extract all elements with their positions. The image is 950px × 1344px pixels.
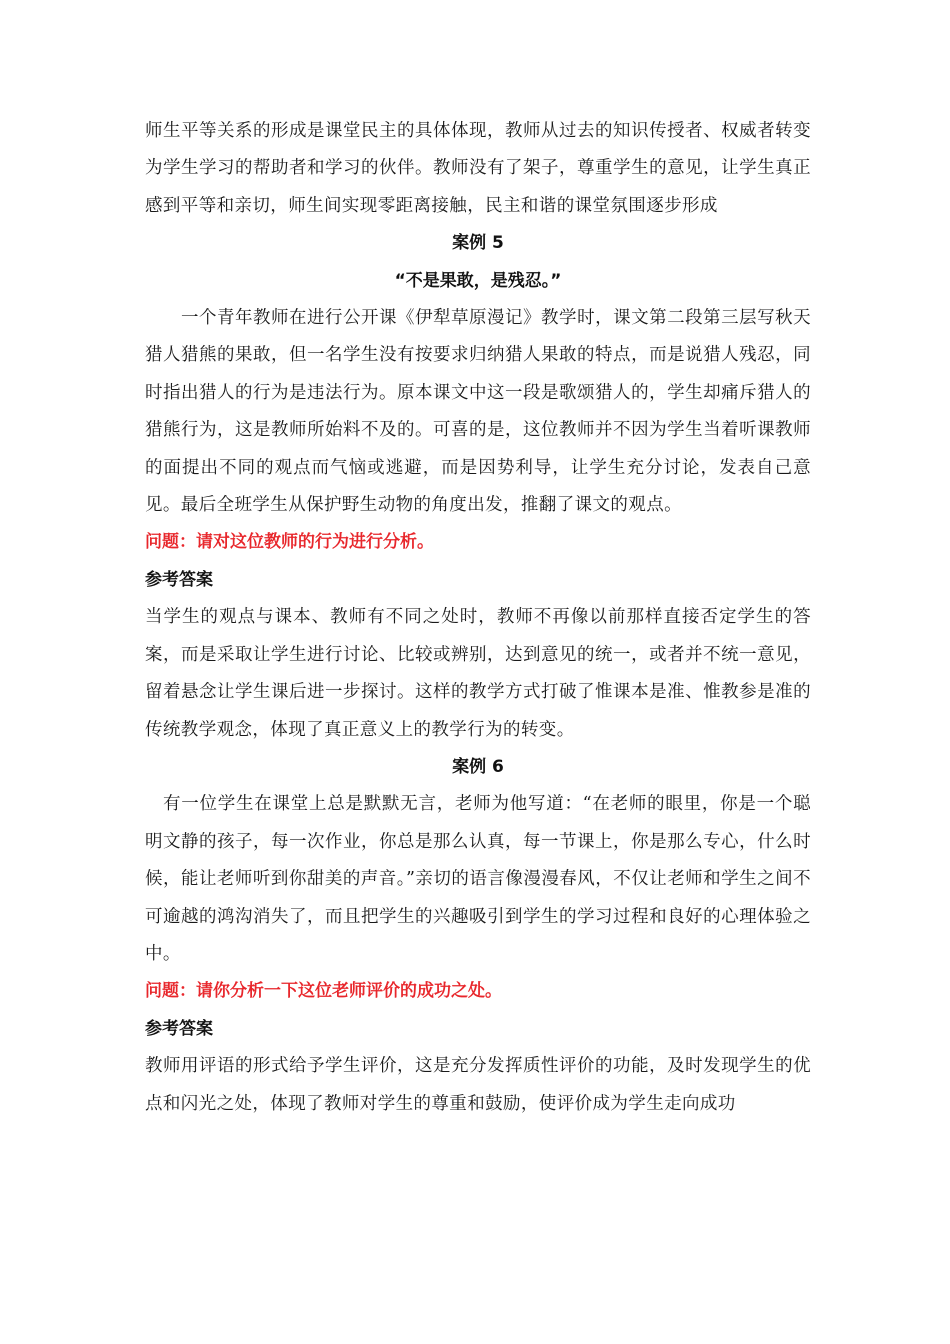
page-content <box>145 113 811 1123</box>
case6-heading: 案例 6 <box>452 756 504 777</box>
case5-subtitle: “不是果敢，是残忍。” <box>394 270 562 291</box>
case5-answer-label: 参考答案 <box>145 569 213 590</box>
case6-answer: 教师用评语的形式给予学生评价，这是充分发挥质性评价的功能，及时发现学生的优点和闪光之处，体现了教师对学生的尊重和鼓励，使评价成为学生走向成功 <box>145 1056 811 1114</box>
case5-heading: 案例 5 <box>452 233 504 254</box>
case6-answer-label: 参考答案 <box>145 1018 213 1039</box>
intro-paragraph: 师生平等关系的形成是课堂民主的具体体现，教师从过去的知识传授者、权威者转变为学生学习的帮助者和学习的伙伴。教师没有了架子，尊重学生的意见，让学生真正感到平等和亲切，师生间实现零距离接触，民主和谐的课堂氛围逐步形成 <box>145 121 811 216</box>
case5-answer: 当学生的观点与课本、教师有不同之处时，教师不再像以前那样直接否定学生的答案，而是采取让学生进行讨论、比较或辨别，达到意见的统一，或者并不统一意见，留着悬念让学生课后进一步探讨。这样的教学方式打破了惟课本是准、惟教参是准的传统教学观念，体现了真正意义上的教学行为的转变。 <box>145 607 811 740</box>
case5-question: 问题：请对这位教师的行为进行分析。 <box>145 532 434 553</box>
case6-question: 问题：请你分析一下这位老师评价的成功之处。 <box>145 981 502 1002</box>
case5-body: 一个青年教师在进行公开课《伊犁草原漫记》教学时，课文第二段第三层写秋天猎人猎熊的果敢，但一名学生没有按要求归纳猎人果敢的特点，而是说猎人残忍，同时指出猎人的行为是违法行为。原本课文中这一段是歌颂猎人的，学生却痛斥猎人的猎熊行为，这是教师所始料不及的。可喜的是，这位教师并不因为学生当着听课教师的面提出不同的观点而气恼或逃避，而是因势利导，让学生充分讨论，发表自己意见。最后全班学生从保护野生动物的角度出发，推翻了课文的观点。 <box>145 308 811 516</box>
case6-body: 有一位学生在课堂上总是默默无言，老师为他写道：“在老师的眼里，你是一个聪明文静的孩子，每一次作业，你总是那么认真，每一节课上，你是那么专心，什么时候，能让老师听到你甜美的声音。”亲切的语言像漫漫春风，不仅让老师和学生之间不可逾越的鸿沟消失了，而且把学生的兴趣吸引到学生的学习过程和良好的心理体验之中。 <box>145 794 811 964</box>
